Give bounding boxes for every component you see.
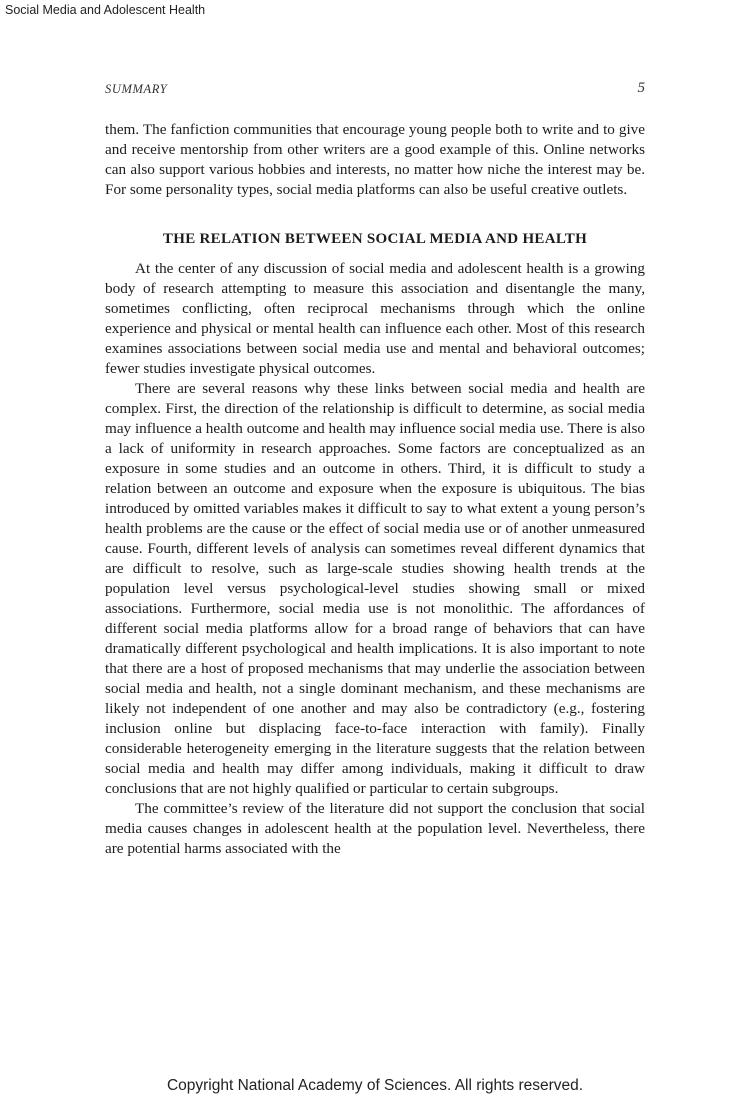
document-header-title: Social Media and Adolescent Health [5, 3, 206, 17]
paragraph-continuation: them. The fanfiction communities that encourage young people both to write and to give and receive mentorship from other writers are a good example of this. Online networks can also support various hobbies and interests, no matter how niche the interest may be. For some personality types, social media platforms can also be useful creative outlets. [105, 121, 645, 198]
running-head-title: SUMMARY [105, 82, 168, 96]
section-heading: THE RELATION BETWEEN SOCIAL MEDIA AND HEALTH [162, 231, 588, 247]
page-body [105, 120, 645, 859]
page-number: 5 [637, 80, 645, 96]
paragraph: The committee’s review of the literature did not support the conclusion that social media causes changes in adolescent health at the population level. Nevertheless, there are potential harms associated with the [105, 800, 645, 857]
paragraph: At the center of any discussion of social media and adolescent health is a growing body of research attempting to measure this association and disentangle the many, sometimes conflicting, often reciprocal mechanisms through which the online experience and physical or mental health can influence each other. Most of this research examines associations between social media use and mental and behavioral outcomes; fewer studies investigate physical outcomes. [105, 260, 645, 377]
running-head [105, 80, 645, 100]
paragraph: There are several reasons why these links between social media and health are complex. First, the direction of the relationship is difficult to determine, as social media may influence a health outcome and health may influence social media use. There is also a lack of uniformity in research approaches. Some factors are conceptualized as an exposure in some studies and an outcome in others. Third, it is difficult to study a relation between an outcome and exposure when the exposure is ubiquitous. The bias introduced by omitted variables makes it difficult to say to what extent a young person’s health problems are the cause or the effect of social media use or of another unmeasured cause. Fourth, different levels of analysis can sometimes reveal different dynamics that are difficult to resolve, such as large-scale studies showing health trends at the population level versus psychological-level studies showing small or mixed associations. Furthermore, social media use is not monolithic. The affordances of different social media platforms allow for a broad range of behaviors that can have dramatically different psychological and health implications. It is also important to note that there are a host of proposed mechanisms that may underlie the association between social media and health, not a single dominant mechanism, and these mechanisms are likely not independent of one another and may also be contradictory (e.g., fostering inclusion online but displacing face-to-face interaction with family). Finally considerable heterogeneity emerging in the literature suggests that the relation between social media and health may differ among individuals, making it difficult to draw conclusions that are not highly qualified or particular to certain subgroups. [105, 380, 645, 797]
copyright-footer: Copyright National Academy of Sciences. All rights reserved. [166, 1077, 584, 1094]
